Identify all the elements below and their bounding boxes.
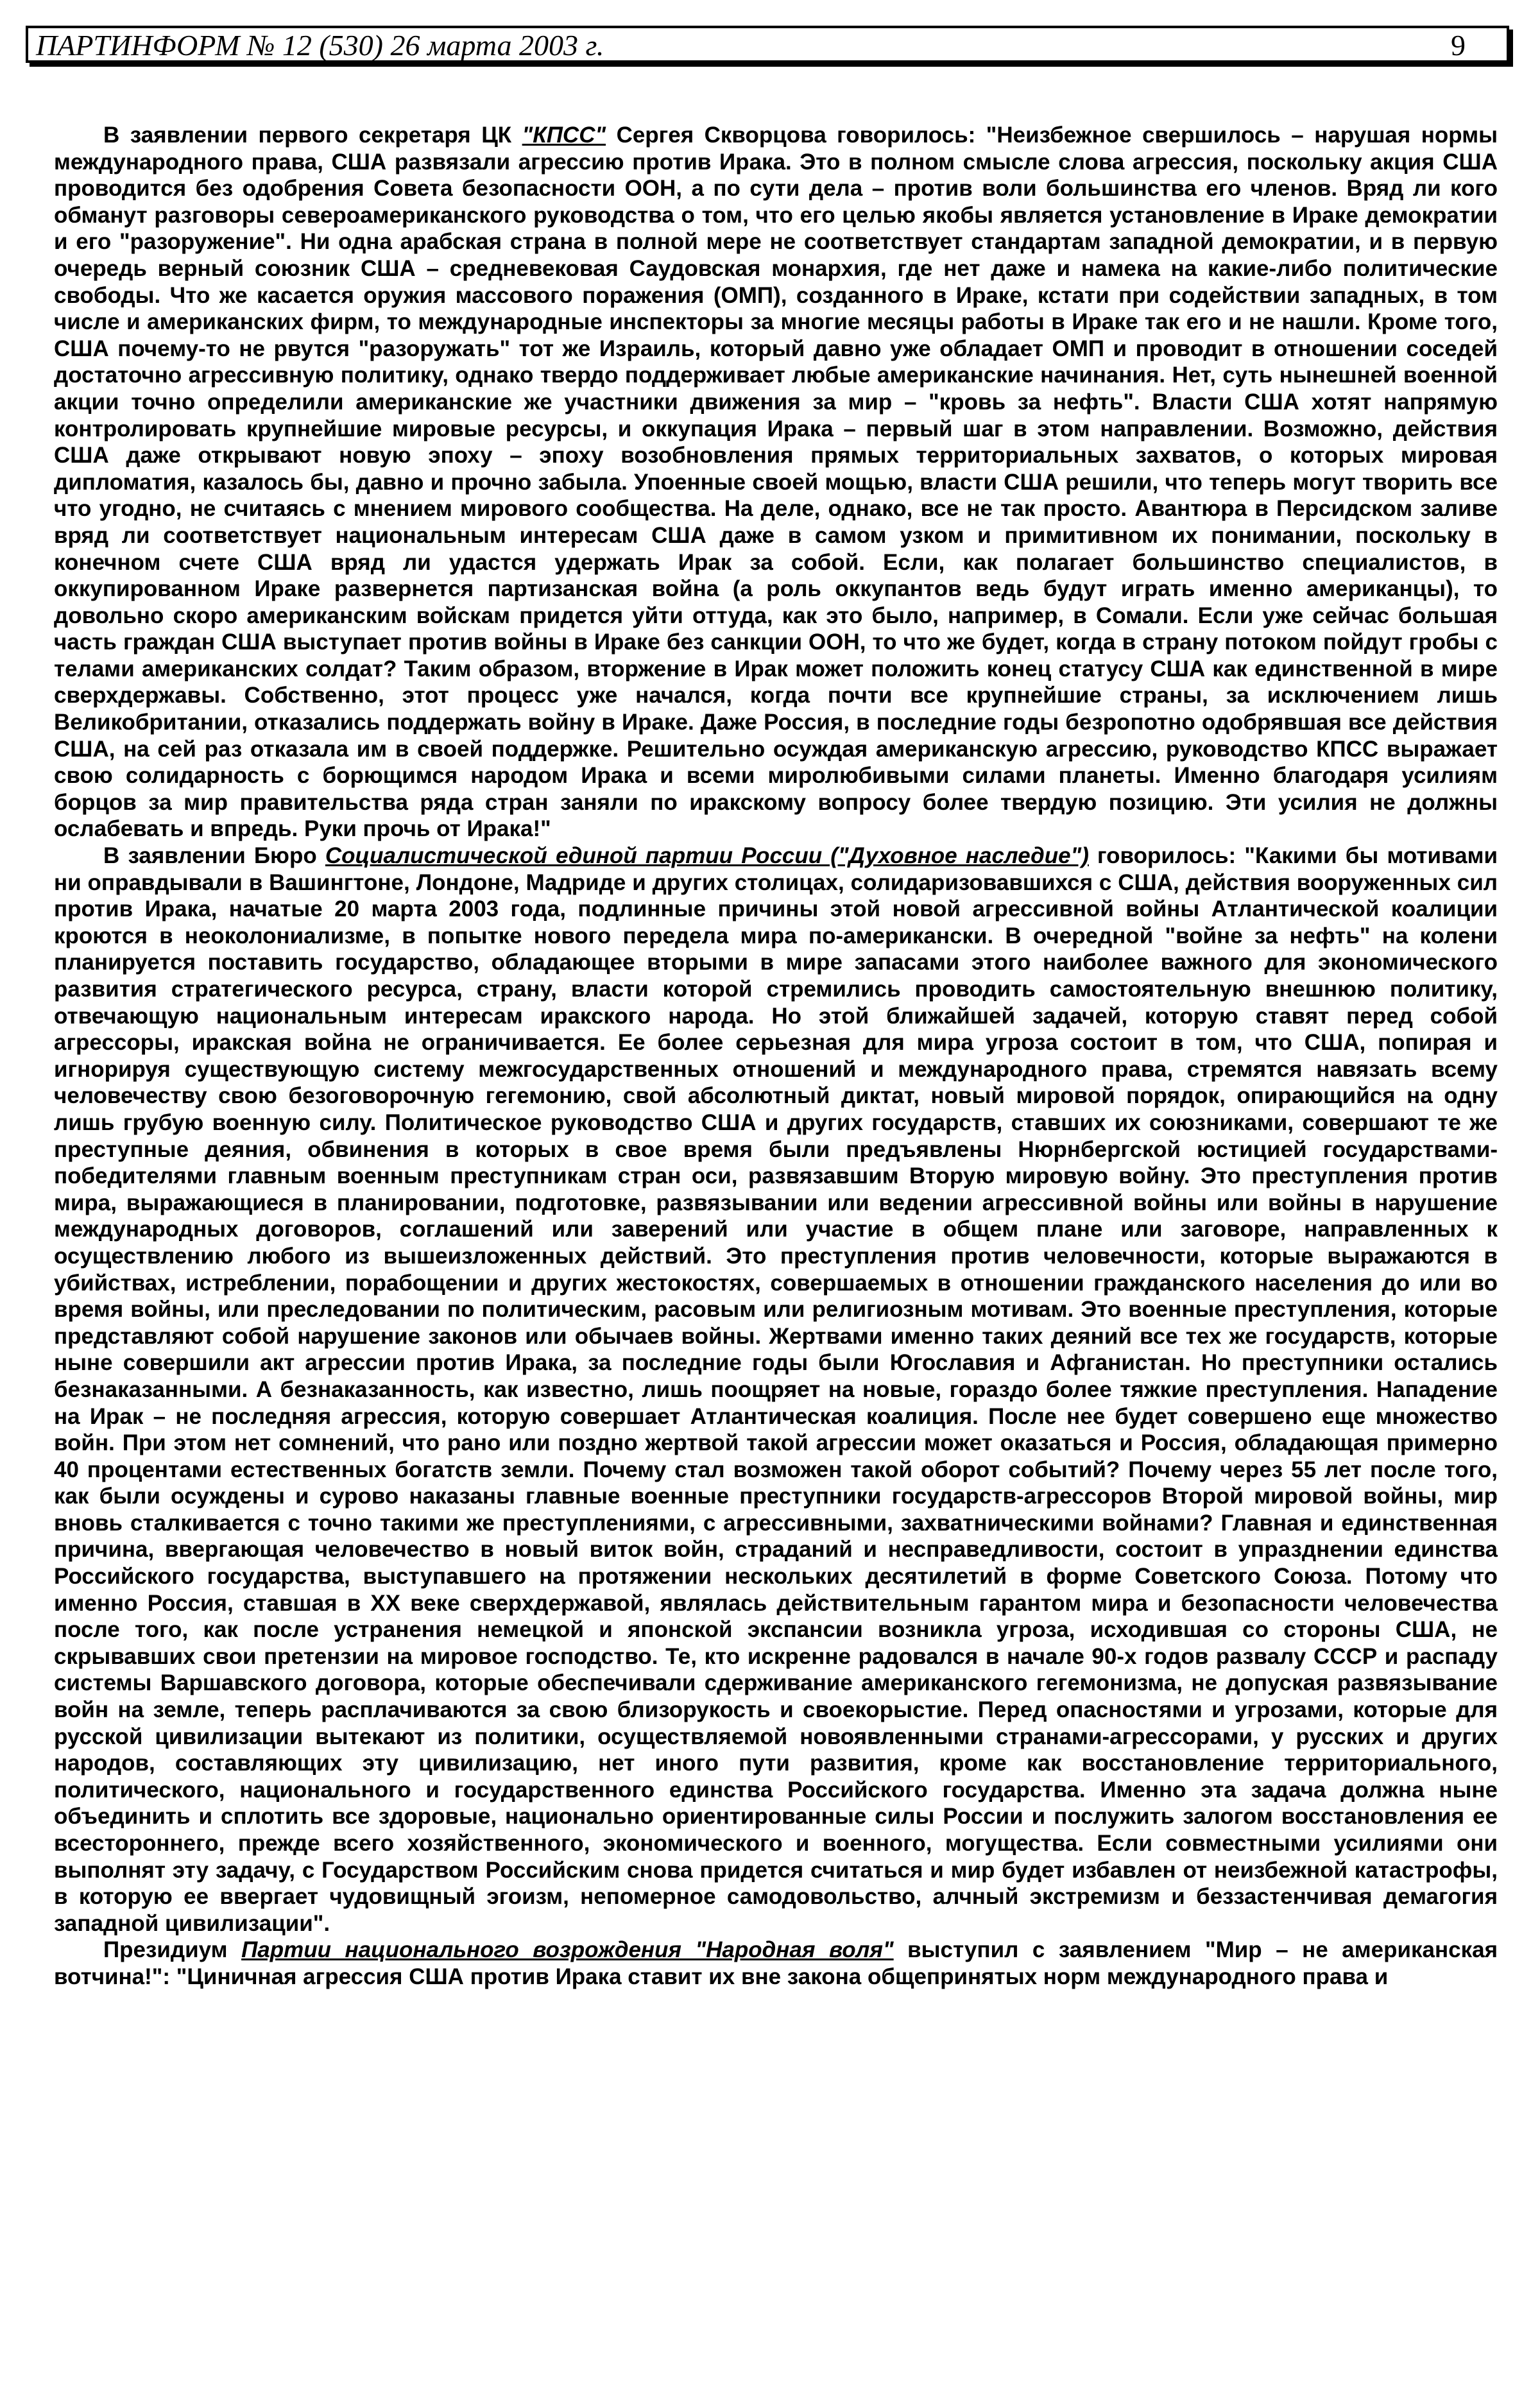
paragraph-text: выступил с заявлением "Мир – не американская вотчина!": "Циничная агрессия США против Ирака ставит их вне закона общепринятых норм международного права и <box>54 1937 1498 1989</box>
party-name-link: Партии национального возрождения "Народная воля" <box>241 1937 894 1963</box>
paragraph-intro: В заявлении первого секретаря ЦК <box>103 123 522 148</box>
paragraph-text: Сергея Скворцова говорилось: "Неизбежное свершилось – нарушая нормы международного права, США развязали агрессию против Ирака. Это в полном смысле слова агрессия, поскольку акция США проводится без одобрения Совета безопасности ООН, а по сути дела – против воли большинства его членов. Вряд ли кого обманут разговоры североамериканского руководства о том, что его целью якобы является установление в Ираке демократии и его "разоружение". Ни одна арабская страна в полной мере не соответствует стандартам западной демократии, и в первую очередь верный союзник США – средневековая Саудовская монархия, где нет даже и намека на какие-либо политические свободы. Что же касается оружия массового поражения (ОМП), созданного в Ираке, кстати при содействии западных, в том числе и американских фирм, то международные инспекторы за многие месяцы работы в Ираке так его и не нашли. Кроме того, США почему-то не рвутся "разоружать" тот же Израиль, который давно уже обладает ОМП и проводит в отношении соседей достаточно агрессивную политику, однако твердо поддерживает любые американские начинания. Нет, суть нынешней военной акции точно определили американские же участники движения за мир – "кровь за нефть". Власти США хотят напрямую контролировать крупнейшие мировые ресурсы, и оккупация Ирака – первый шаг в этом направлении. Возможно, действия США даже открывают новую эпоху – эпоху возобновления прямых территориальных захватов, о которых мировая дипломатия, казалось бы, давно и прочно забыла. Упоенные своей мощью, власти США решили, что теперь могут творить все что угодно, не считаясь с мнением мирового сообщества. На деле, однако, все не так просто. Авантюра в Персидском заливе вряд ли соответствует национальным интересам США даже в самом узком и примитивном их понимании, поскольку в конечном счете США вряд ли удастся удержать Ирак за собой. Если, как полагает большинство специалистов, в оккупированном Ираке развернется партизанская война (а роль оккупантов ведь будут играть именно американцы), то довольно скоро американским войскам придется уйти оттуда, как это было, например, в Сомали. Если уже сейчас большая часть граждан США выступает против войны в Ираке без санкции ООН, то что же будет, когда в страну потоком пойдут гробы с телами американских солдат? Таким образом, вторжение в Ирак может положить конец статусу США как единственной в мире сверхдержавы. Собственно, этот процесс уже начался, когда почти все крупнейшие страны, за исключением лишь Великобритании, отказались поддержать войну в Ираке. Даже Россия, в последние годы безропотно одобрявшая все действия США, на сей раз отказала им в своей поддержке. Решительно осуждая американскую агрессию, руководство КПСС выражает свою солидарность с борющимся народом Ирака и всеми миролюбивыми силами планеты. Именно благодаря усилиям борцов за мир правительства ряда стран заняли по иракскому вопросу более твердую позицию. Эти усилия не должны ослабевать и впредь. Руки прочь от Ирака!" <box>54 123 1498 842</box>
paragraph-narodnaya-volya-statement <box>54 1937 1498 1990</box>
party-name-link: "КПСС" <box>522 123 606 148</box>
publication-title: ПАРТИНФОРМ № 12 (530) 26 марта 2003 г. <box>36 29 604 62</box>
paragraph-spr-statement <box>54 843 1498 1937</box>
paragraph-text: говорилось: "Какими бы мотивами ни оправдывали в Вашингтоне, Лондоне, Мадриде и других столицах, солидаризовавшихся с США, действия вооруженных сил против Ирака, начатые 20 марта 2003 года, подлинные причины этой новой агрессивной войны Атлантической коалиции кроются в неоколониализме, в попытке нового передела мира по-американски. В очередной "войне за нефть" на колени планируется поставить государство, обладающее вторыми в мире запасами этого наиболее важного для экономического развития стратегического ресурса, страну, власти которой стремились проводить самостоятельную внешнюю политику, отвечающую национальным интересам иракского народа. Но этой ближайшей задачей, которую ставят перед собой агрессоры, иракская война не ограничивается. Ее более серьезная для мира угроза состоит в том, что США, попирая и игнорируя существующую систему межгосударственных отношений и международного права, стремятся навязать всему человечеству свою безоговорочную гегемонию, свой абсолютный диктат, новый мировой порядок, опирающийся на одну лишь грубую военную силу. Политическое руководство США и других государств, ставших их союзниками, совершают те же преступные деяния, обвинения в которых в свое время были предъявлены Нюрнбергской юстицией государствами-победителями главным военным преступникам стран оси, развязавшим Вторую мировую войну. Это преступления против мира, выражающиеся в планировании, подготовке, развязывании или ведении агрессивной войны или войны в нарушение международных договоров, соглашений или заверений или участие в общем плане или заговоре, направленных к осуществлению любого из вышеизложенных действий. Это преступления против человечности, которые выражаются в убийствах, истреблении, порабощении и других жестокостях, совершаемых в отношении гражданского населения до или во время войны, или преследовании по политическим, расовым или религиозным мотивам. Это военные преступления, которые представляют собой нарушение законов или обычаев войны. Жертвами именно таких деяний все тех же государств, которые ныне совершили акт агрессии против Ирака, за последние годы были Югославия и Афганистан. Но преступники остались безнаказанными. А безнаказанность, как известно, лишь поощряет на новые, гораздо более тяжкие преступления. Нападение на Ирак – не последняя агрессия, которую совершает Атлантическая коалиция. После нее будет совершено еще множество войн. При этом нет сомнений, что рано или поздно жертвой такой агрессии может оказаться и Россия, обладающая примерно 40 процентами естественных богатств земли. Почему стал возможен такой оборот событий? Почему через 55 лет после того, как были осуждены и сурово наказаны главные военные преступники государств-агрессоров Второй мировой войны, мир вновь сталкивается с точно такими же преступлениями, с агрессивными, захватническими войнами? Главная и единственная причина, ввергающая человечество в новый виток войн, страданий и несправедливости, состоит в упразднении единства Российского государства, выступавшего на протяжении нескольких десятилетий в форме Советского Союза. Потому что именно Россия, ставшая в XX веке сверхдержавой, являлась действительным гарантом мира и безопасности человечества после того, как после устранения немецкой и японской экспансии возникла угроза, исходившая со стороны США, не скрывавших свои претензии на мировое господство. Те, кто искренне радовался в начале 90-х годов развалу СССР и распаду системы Варшавского договора, которые обеспечивали сдерживание американского гегемонизма, не допуская развязывание войн на земле, теперь расплачиваются за свою близорукость и своекорыстие. Перед опасностями и угрозами, которые для русской цивилизации вытекают из политики, осуществляемой новоявленными странами-агрессорами, у русских и других народов, составляющих эту цивилизацию, нет иного пути развития, кроме как восстановление территориального, политического, национального и государственного единства Российского государства. Именно эта задача должна ныне объединить и сплотить все здоровые, национально ориентированные силы России и послужить залогом восстановления ее всестороннего, прежде всего хозяйственного, экономического и военного, могущества. Если совместными усилиями они выполнят эту задачу, с Государством Российским снова придется считаться и мир будет избавлен от неизбежной катастрофы, в которую ее ввергает чудовищный эгоизм, непомерное самодовольство, алчный экстремизм и беззастенчивая демагогия западной цивилизации". <box>54 843 1498 1936</box>
page-number: 9 <box>1451 29 1466 62</box>
paragraph-kpss-statement <box>54 122 1498 843</box>
page-header <box>26 26 1509 63</box>
paragraph-intro: В заявлении Бюро <box>103 843 325 869</box>
article-body <box>54 122 1498 1991</box>
party-name-link: Социалистической единой партии России ("Духовное наследие") <box>325 843 1089 869</box>
paragraph-intro: Президиум <box>103 1937 242 1963</box>
